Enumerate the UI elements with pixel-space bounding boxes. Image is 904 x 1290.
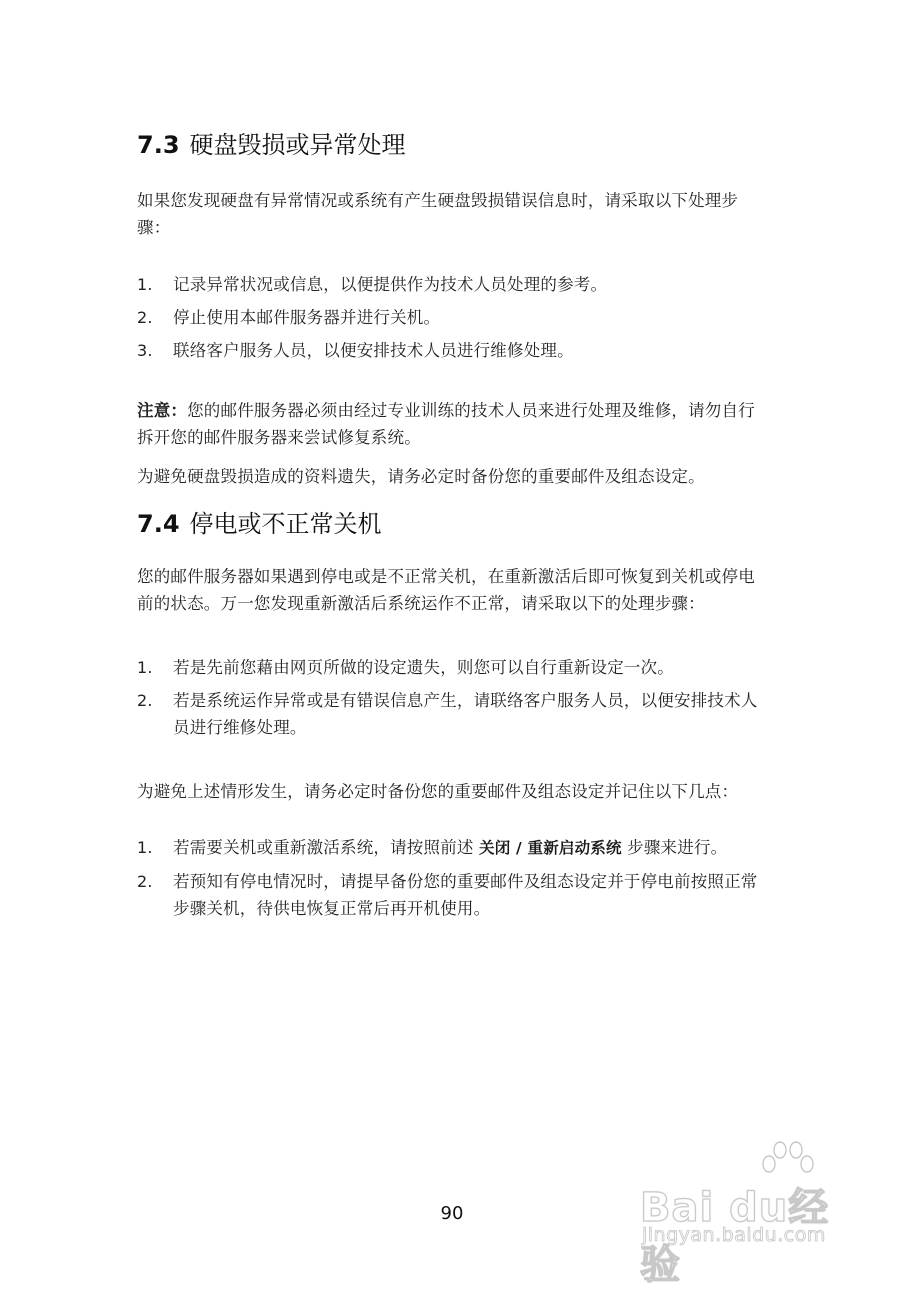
list-item-text: 若需要关机或重新激活系统，请按照前述 bbox=[173, 838, 480, 857]
watermark-url: jingyan.baidu.com bbox=[642, 1224, 826, 1246]
list-marker: 1. bbox=[137, 658, 153, 677]
note-text: 您的邮件服务器必须由经过专业训练的技术人员来进行处理及维修，请勿自行拆开您的邮件服务器来尝试修复系统。 bbox=[137, 400, 755, 447]
list-item-text: 记录异常状况或信息，以便提供作为技术人员处理的参考。 bbox=[173, 275, 608, 294]
list-item-text: 联络客户服务人员，以便安排技术人员进行维修处理。 bbox=[173, 341, 574, 360]
list-marker: 3. bbox=[137, 341, 153, 360]
list-item bbox=[137, 654, 767, 681]
list-marker: 1. bbox=[137, 838, 153, 857]
list-item bbox=[137, 304, 767, 331]
list-marker: 2. bbox=[137, 691, 153, 710]
section-heading-7-4 bbox=[137, 509, 382, 539]
list-item-text: 步骤来进行。 bbox=[621, 838, 728, 857]
section-7-4-steps bbox=[137, 654, 767, 747]
list-marker: 2. bbox=[137, 308, 153, 327]
baidu-jingyan-watermark bbox=[640, 1140, 860, 1288]
list-item bbox=[137, 834, 767, 862]
shutdown-restart-reference: 关闭 / 重新启动系统 bbox=[479, 839, 622, 857]
watermark-logo-text: Bai du bbox=[640, 1185, 789, 1231]
list-item-text: 停止使用本邮件服务器并进行关机。 bbox=[173, 308, 441, 327]
section-7-3-steps bbox=[137, 271, 767, 370]
section-7-4-intro: 您的邮件服务器如果遇到停电或是不正常关机，在重新激活后即可恢复到关机或停电前的状态。万一您发现重新激活后系统运作不正常，请采取以下的处理步骤： bbox=[137, 566, 755, 613]
watermark-logo-suffix: 经验 bbox=[640, 1185, 830, 1288]
section-title: 硬盘毁损或异常处理 bbox=[189, 131, 406, 159]
section-heading-7-3 bbox=[137, 130, 406, 160]
list-item-text: 若是系统运作异常或是有错误信息产生，请联络客户服务人员，以便安排技术人员进行维修处理。 bbox=[173, 691, 758, 737]
section-title: 停电或不正常关机 bbox=[189, 510, 382, 538]
section-7-3-intro: 如果您发现硬盘有异常情况或系统有产生硬盘毁损错误信息时，请采取以下处理步骤： bbox=[137, 190, 739, 237]
list-item bbox=[137, 687, 767, 741]
page-number: 90 bbox=[440, 1203, 464, 1224]
list-item-text: 若预知有停电情况时，请提早备份您的重要邮件及组态设定并于停电前按照正常步骤关机，待供电恢复正常后再开机使用。 bbox=[173, 872, 758, 918]
section-number: 7.4 bbox=[137, 510, 180, 538]
list-item bbox=[137, 271, 767, 298]
note-label: 注意： bbox=[137, 400, 188, 420]
section-7-4-prevention: 为避免上述情形发生，请务必定时备份您的重要邮件及组态设定并记住以下几点： bbox=[137, 781, 739, 801]
section-7-3-note bbox=[137, 397, 767, 451]
section-7-3-backup-advice: 为避免硬盘毁损造成的资料遗失，请务必定时备份您的重要邮件及组态设定。 bbox=[137, 466, 705, 486]
section-7-4-tips bbox=[137, 834, 767, 928]
paw-icon bbox=[758, 1140, 818, 1180]
list-marker: 2. bbox=[137, 872, 153, 891]
list-marker: 1. bbox=[137, 275, 153, 294]
list-item bbox=[137, 868, 767, 922]
section-number: 7.3 bbox=[137, 131, 180, 159]
list-item bbox=[137, 337, 767, 364]
list-item-text: 若是先前您藉由网页所做的设定遗失，则您可以自行重新设定一次。 bbox=[173, 658, 674, 677]
